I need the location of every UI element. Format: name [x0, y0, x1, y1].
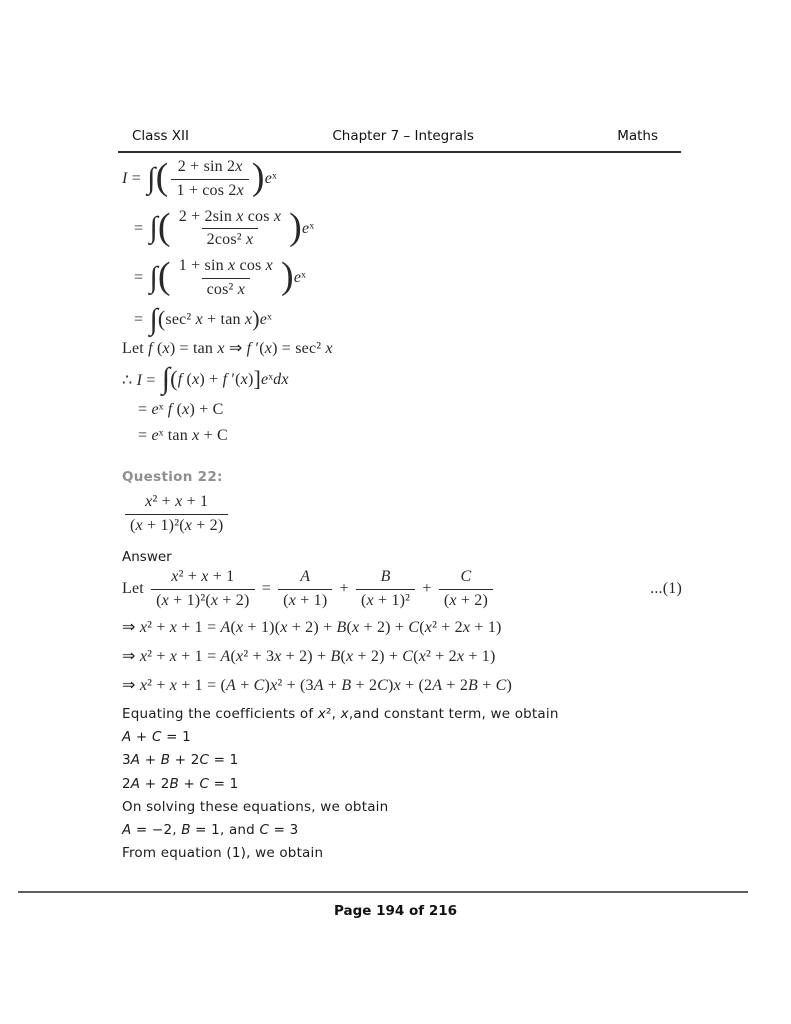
text-line-equating: Equating the coefficients of x², x,and constant term, we obtain: [122, 706, 559, 722]
text-line-eq-b: 3A + B + 2C = 1: [122, 752, 239, 769]
page-number-label: Page 194 of 216: [333, 903, 458, 919]
header-class-label: Class XII: [132, 128, 190, 144]
explanation-text-block: [122, 703, 559, 865]
text-line-solving: On solving these equations, we obtain: [122, 798, 389, 815]
equation-line-integral-1: I = ∫ ( $\frac{2 + \sin 2x}{1 + \cos 2x}$ ) eˣ: [122, 156, 314, 203]
implication-line-3: ⇒ x² + x + 1 = (A + C)x² + (3A + B + 2C)x + (2A + 2B + C): [122, 677, 513, 694]
solution-steps-block: [122, 156, 314, 334]
text-line-eq-c: 2A + 2B + C = 1: [122, 775, 239, 792]
text-line-values: A = −2, B = 1, and C = 3: [122, 822, 299, 839]
footer-divider: [18, 891, 748, 893]
header-chapter-label: Chapter 7 – Integrals: [332, 128, 474, 144]
equation-line-let-f: Let f (x) = tan x ⇒ f ′(x) = sec² x: [122, 340, 333, 357]
answer-label: Answer: [122, 549, 172, 565]
equation-line-integral-2: = ∫ ( $\frac{\text{2 + 2sin x cos x}}{\text{2cos² x}}$ ) eˣ: [134, 206, 314, 253]
implication-line-2: ⇒ x² + x + 1 = A(x² + 3x + 2) + B(x + 2) + C(x² + 2x + 1): [122, 648, 496, 665]
equation-line-integral-4: = ∫ ( sec² x + tan x ) eˣ: [134, 302, 272, 336]
solution-substitution-block: [122, 338, 333, 445]
text-line-from-eq: From equation (1), we obtain: [122, 845, 324, 862]
implication-line-1: ⇒ x² + x + 1 = A(x + 1)(x + 2) + B(x + 2) + C(x² + 2x + 1): [122, 619, 502, 636]
equation-line-integral-3: = ∫ ( $\frac{\text{1 + sin x cos x}}{\text{cos² x}}$ ) eˣ: [134, 255, 314, 302]
page-header: [118, 128, 681, 153]
text-line-eq-a: A + C = 1: [122, 729, 191, 746]
equation-line-result-2: = eˣ tan x + C: [138, 427, 228, 444]
implication-lines-block: [122, 617, 512, 695]
equation-line-therefore: ∴ I = ∫ ( f (x) + f ′(x) ] eˣdx: [122, 362, 289, 395]
question-label: Question 22:: [122, 469, 223, 485]
question-expression: $\frac{\text{x² + x + 1}}{\text{(x + 1)²(x + 2)}}$: [122, 491, 231, 538]
partial-fraction-equation: Let $\frac{\text{x² + x + 1}}{\text{(x + 1)²(x + 2)}}$ = $\frac{A}{(x + 1)}$ + $\frac{B}{\text{(x + 1)²}}$ + $\frac{C}{(x + 2)}$ ...(1): [122, 566, 682, 613]
header-subject-label: Maths: [617, 128, 658, 144]
equation-line-result-1: = eˣ f (x) + C: [138, 401, 224, 418]
